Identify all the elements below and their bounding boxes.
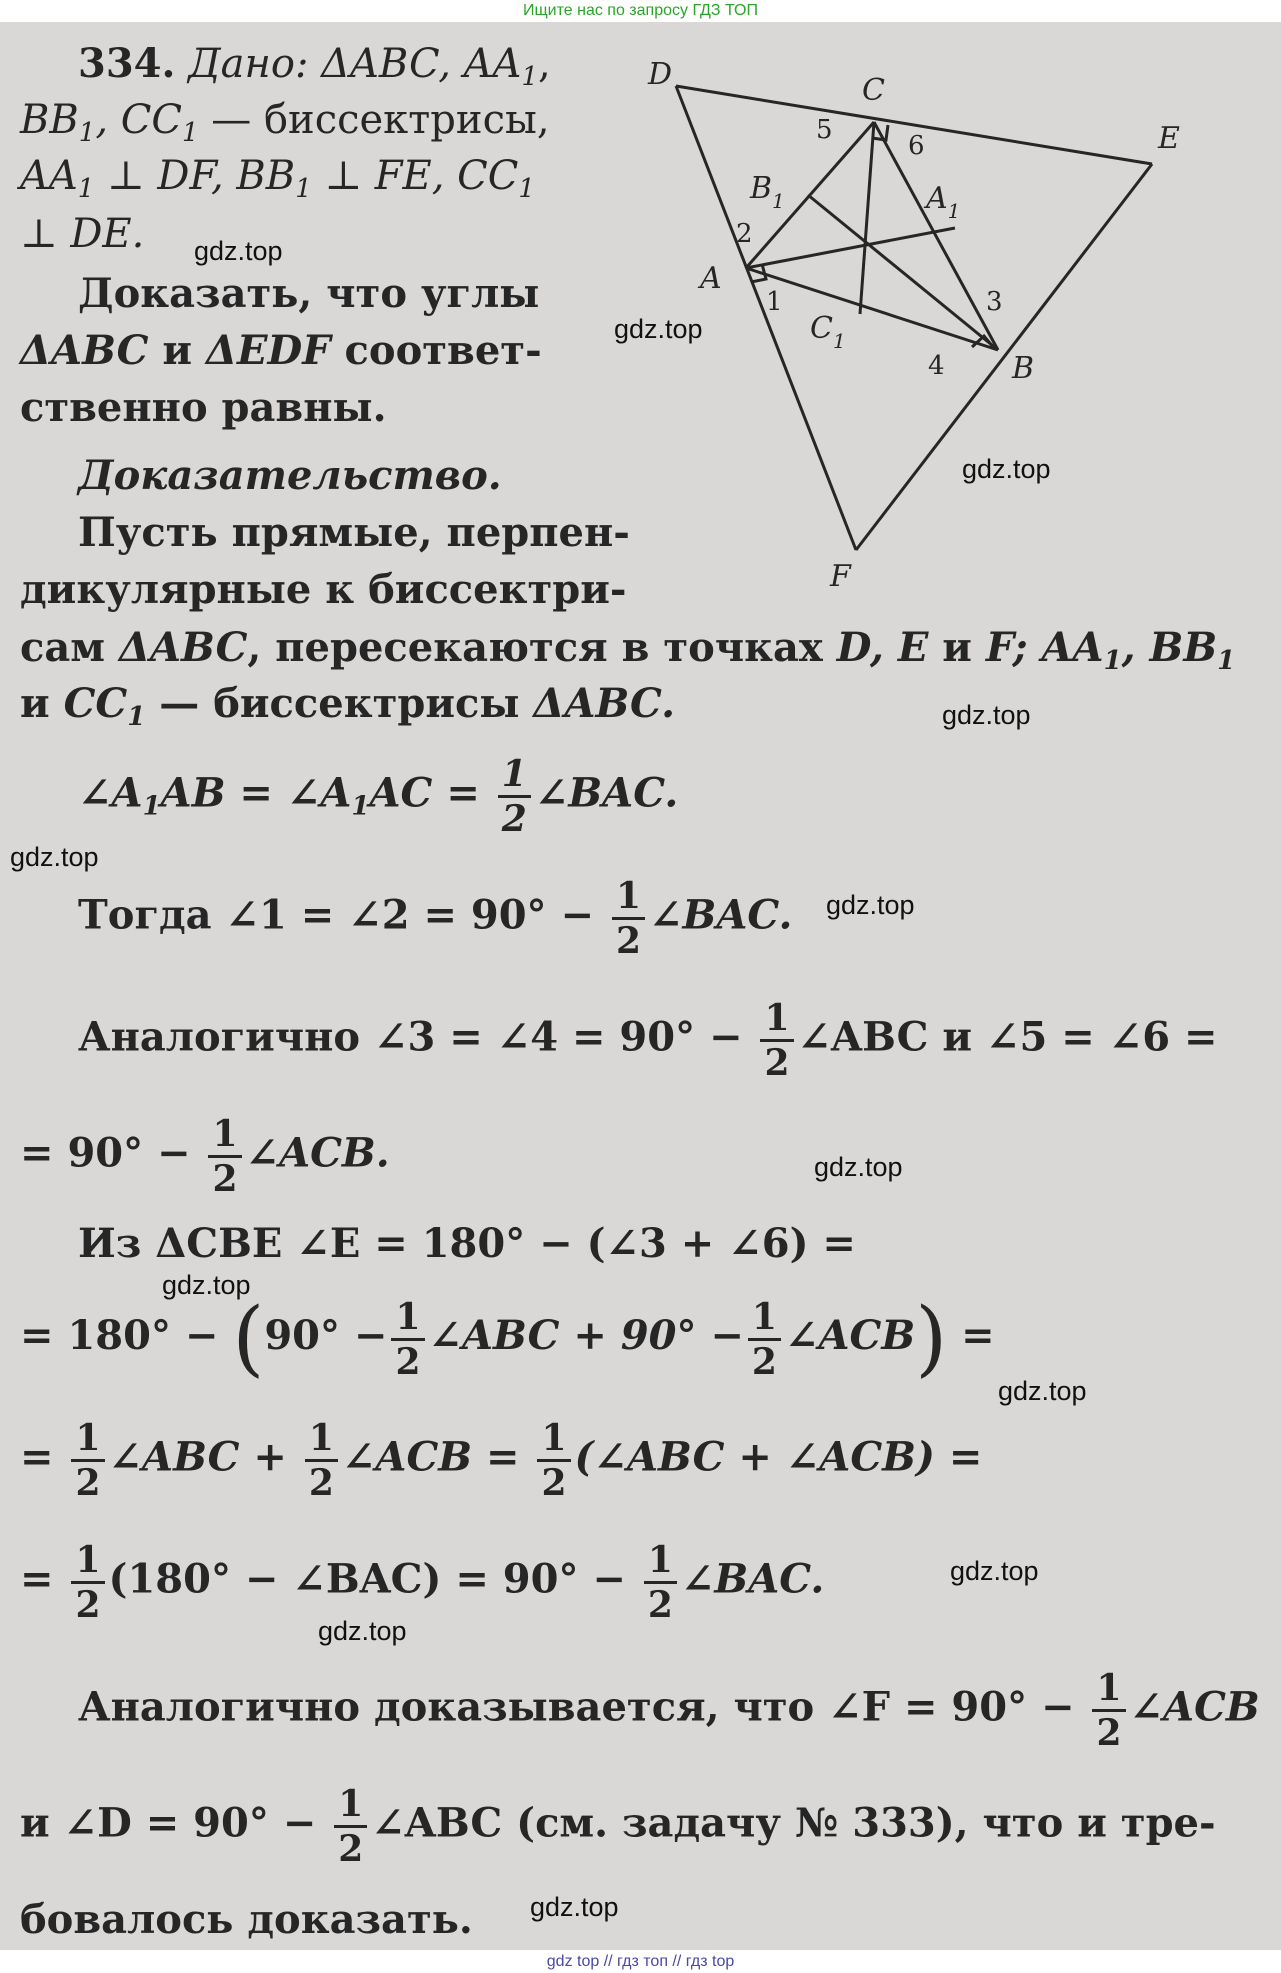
label-D: D [648, 57, 673, 92]
given-text-1: ΔABC, AA [321, 41, 522, 87]
angle-label-6: 6 [908, 131, 925, 161]
eq-text: = 90° − [20, 1129, 191, 1177]
bottom-banner [0, 1950, 1281, 1973]
watermark: gdz.top [814, 1152, 903, 1182]
frac-num: 1 [644, 1542, 677, 1584]
subscript: 1 [1217, 646, 1236, 676]
fraction-one-half [748, 1295, 781, 1383]
label-E: E [1158, 121, 1180, 156]
watermark: gdz.top [826, 890, 915, 920]
watermark: gdz.top [162, 1270, 251, 1300]
triangle-figure [640, 30, 1200, 610]
frac-den: 2 [212, 1158, 238, 1200]
given-text: , CC [95, 97, 182, 143]
left-paren: ( [232, 1291, 265, 1386]
eq-text: Аналогично доказывается, что ∠F = 90° − [78, 1683, 1075, 1731]
prove-line-1: Доказать, что углы [78, 270, 540, 317]
angle-label-5: 5 [816, 115, 833, 145]
given-line-2 [20, 97, 550, 148]
fraction-one-half [391, 1295, 424, 1383]
eq-text: ∠BAC. [680, 1555, 825, 1603]
fraction-one-half [498, 753, 531, 840]
eq-text: = [961, 1312, 995, 1359]
eq-text: = [20, 1433, 54, 1481]
label-A1 [923, 181, 960, 223]
proof-text: ΔABC. [533, 680, 676, 727]
eq-text: ∠BAC. [534, 769, 679, 817]
frac-den: 2 [308, 1462, 334, 1504]
given-line-1 [78, 40, 551, 92]
proof-text: сам [20, 624, 119, 671]
proof-text: F; AA [985, 624, 1104, 671]
proof-text: , пересекаются в точках [247, 624, 837, 671]
proof-label: Доказательство. [78, 452, 502, 499]
fraction-one-half [612, 875, 645, 962]
frac-num: 1 [334, 1786, 367, 1828]
eq-text: = [20, 1555, 54, 1603]
angle-label-3: 3 [986, 287, 1003, 317]
proof-text: ΔABC [118, 624, 248, 671]
eq-text: и ∠D = 90° − [20, 1799, 317, 1847]
label-C1 [810, 311, 846, 353]
watermark: gdz.top [614, 314, 703, 344]
prove-text: ΔABC [20, 327, 149, 374]
fraction-one-half [1092, 1667, 1125, 1754]
eq-text: = 180° − [20, 1312, 219, 1359]
watermark: gdz.top [10, 842, 99, 872]
proof-text: и [928, 624, 986, 671]
frac-den: 2 [647, 1584, 673, 1626]
subscript: 1 [351, 791, 370, 822]
eq-text: ∠ACB. [245, 1129, 390, 1177]
given-text: — биссектрисы, [198, 97, 550, 143]
watermark: gdz.top [530, 1892, 619, 1922]
subscript: 1 [127, 702, 146, 732]
frac-num: 1 [71, 1420, 104, 1462]
eq-text: ∠ABC + 90° − [428, 1312, 744, 1359]
frac-den: 2 [764, 1042, 790, 1084]
equation-3 [78, 997, 1218, 1084]
watermark: gdz.top [998, 1376, 1087, 1406]
fraction-one-half [305, 1417, 338, 1504]
proof-line-1: Пусть прямые, перпен- [78, 509, 630, 556]
watermark: gdz.top [942, 700, 1031, 730]
label-B1-main: B [750, 171, 773, 206]
given-text-1-end: , [537, 41, 551, 87]
eq-text: ∠ABC и ∠5 = ∠6 = [797, 1013, 1218, 1061]
equation-9 [78, 1667, 1260, 1754]
fraction-one-half [208, 1113, 241, 1200]
angle-label-4: 4 [928, 351, 945, 381]
frac-num: 1 [748, 1299, 781, 1341]
prove-text: и [148, 327, 206, 374]
eq-text: Тогда ∠1 = ∠2 = 90° − [78, 891, 594, 939]
fraction-one-half [334, 1783, 367, 1870]
eq-text: AC = [369, 769, 480, 817]
eq-text: ∠ACB [784, 1312, 916, 1359]
angle-label-2: 2 [736, 219, 753, 249]
frac-den: 2 [338, 1828, 364, 1870]
equation-11: бовалось доказать. [20, 1896, 473, 1943]
frac-den: 2 [75, 1584, 101, 1626]
frac-den: 2 [395, 1340, 421, 1383]
subscript: 1 [181, 118, 199, 148]
subscript: 1 [78, 118, 96, 148]
frac-num: 1 [391, 1299, 424, 1341]
bisector-BB1 [808, 195, 998, 350]
equation-6 [20, 1291, 995, 1386]
equation-7 [20, 1417, 983, 1504]
subscript: 1 [142, 791, 161, 822]
frac-num: 1 [305, 1420, 338, 1462]
equation-4 [20, 1113, 390, 1200]
subscript: 1 [521, 62, 538, 92]
frac-den: 2 [1096, 1712, 1122, 1754]
equation-8 [20, 1539, 825, 1626]
prove-line-2 [20, 327, 542, 374]
label-C: C [862, 73, 885, 108]
given-line-4: ⊥ DE. [20, 211, 145, 257]
proof-text: — биссектрисы [145, 680, 534, 727]
subscript: 1 [518, 174, 535, 204]
eq-text: (180° − ∠BAC) = 90° − [108, 1555, 626, 1603]
proof-text: CC [63, 680, 128, 727]
prove-text: ΔEDF [206, 327, 331, 374]
fraction-one-half [71, 1417, 104, 1504]
label-A1-sub: 1 [947, 199, 961, 223]
label-F: F [830, 559, 851, 594]
watermark: gdz.top [962, 454, 1051, 484]
equation-10 [20, 1783, 1216, 1870]
equation-5: Из ΔCBE ∠E = 180° − (∠3 + ∠6) = [78, 1220, 856, 1267]
label-C1-main: C [810, 311, 833, 346]
eq-text: (∠ABC + ∠ACB) = [574, 1433, 983, 1481]
side-EF [856, 164, 1152, 550]
eq-text: ∠ACB = [341, 1433, 520, 1481]
fraction-one-half [644, 1539, 677, 1626]
right-paren: ) [915, 1291, 948, 1386]
eq-text: ∠BAC. [649, 891, 793, 939]
eq-text: ∠A [78, 769, 143, 817]
given-text: AA [20, 153, 78, 199]
equation-1 [78, 753, 679, 840]
prove-line-3: ственно равны. [20, 384, 387, 431]
frac-num: 1 [498, 756, 531, 798]
footer-text: gdz top // гдз топ // гдз top [546, 1953, 735, 1970]
label-C1-sub: 1 [832, 329, 846, 353]
fraction-one-half [71, 1539, 104, 1626]
watermark: gdz.top [194, 236, 283, 266]
label-B1 [749, 171, 785, 213]
label-B: B [1012, 351, 1035, 386]
frac-den: 2 [541, 1462, 567, 1504]
label-A1-main: A [926, 181, 948, 216]
eq-text: 90° − [264, 1312, 388, 1359]
eq-text: ∠ACB [1129, 1683, 1260, 1731]
watermark: gdz.top [318, 1616, 407, 1646]
eq-text: ∠ABC + [108, 1433, 287, 1481]
prove-text: соответ- [330, 327, 542, 374]
given-text: BB [20, 97, 79, 143]
eq-text: ∠ABC (см. задачу № 333), что и тре- [371, 1799, 1216, 1847]
given-label: Дано: [188, 41, 309, 87]
given-text: ⊥ FE, CC [311, 153, 519, 199]
problem-number: 334. [78, 40, 176, 87]
frac-num: 1 [1092, 1670, 1125, 1712]
proof-line-4 [20, 680, 676, 732]
given-line-3 [20, 153, 535, 204]
label-A: A [700, 261, 722, 296]
label-B1-sub: 1 [772, 189, 785, 213]
proof-line-3 [20, 624, 1236, 676]
bisector-CC1 [860, 122, 874, 314]
eq-text: AB = ∠A [160, 769, 352, 817]
angle-label-1: 1 [766, 287, 783, 317]
watermark: gdz.top [950, 1556, 1039, 1586]
subscript: 1 [295, 174, 312, 204]
proof-text: и [20, 680, 64, 727]
fraction-one-half [760, 997, 793, 1084]
fraction-one-half [537, 1417, 570, 1504]
frac-num: 1 [612, 878, 645, 920]
frac-den: 2 [75, 1462, 101, 1504]
proof-text: , BB [1121, 624, 1218, 671]
equation-2 [78, 875, 793, 962]
proof-line-2: дикулярные к биссектри- [20, 566, 627, 613]
subscript: 1 [77, 174, 95, 204]
top-banner[interactable] [0, 0, 1281, 22]
search-hint-link[interactable]: Ищите нас по запросу ГДЗ ТОП [523, 2, 758, 19]
eq-text: Аналогично ∠3 = ∠4 = 90° − [78, 1013, 743, 1061]
proof-text: D, E [836, 624, 929, 671]
frac-num: 1 [208, 1116, 241, 1158]
frac-num: 1 [760, 1000, 793, 1042]
frac-num: 1 [71, 1542, 104, 1584]
frac-den: 2 [501, 798, 527, 840]
given-text: ⊥ DF, BB [94, 153, 296, 199]
frac-den: 2 [615, 920, 641, 962]
subscript: 1 [1103, 646, 1122, 676]
frac-num: 1 [537, 1420, 570, 1462]
frac-den: 2 [751, 1340, 777, 1383]
